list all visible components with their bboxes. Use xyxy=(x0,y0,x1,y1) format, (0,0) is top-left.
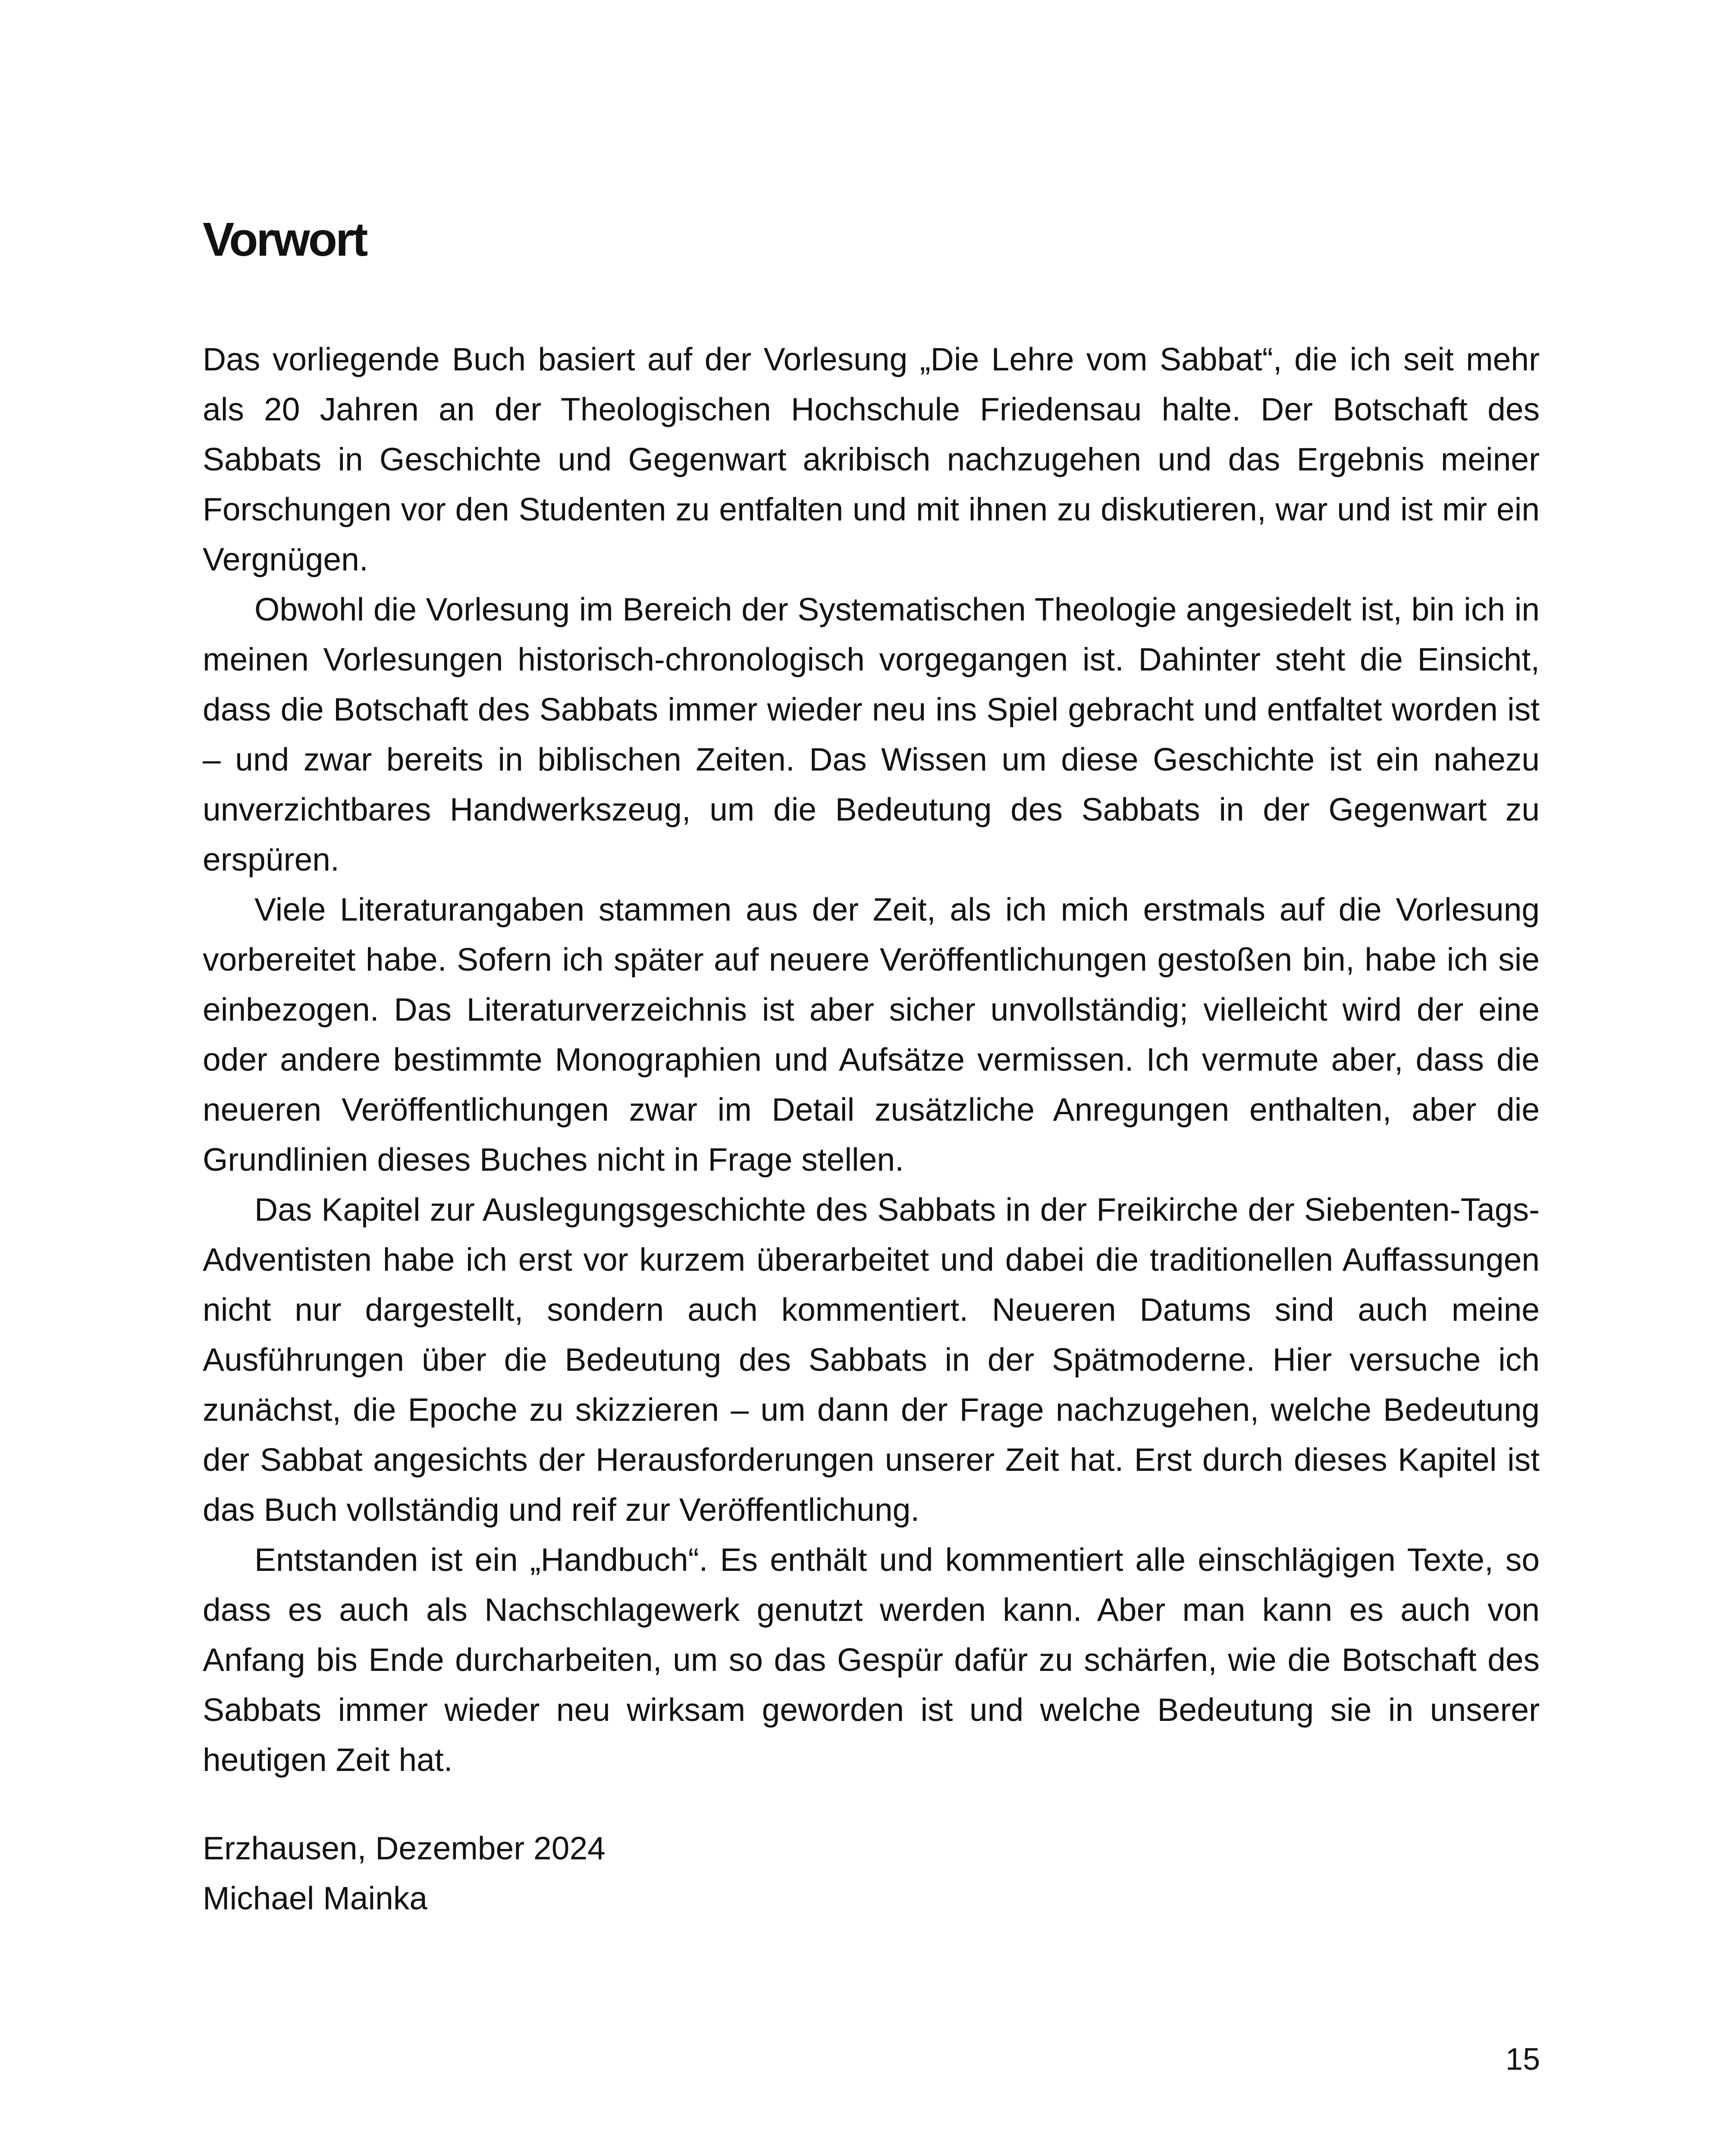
paragraph-1: Das vorliegende Buch basiert auf der Vorlesung „Die Lehre vom Sabbat“, die ich seit mehr als 20 Jahren an der Theologischen Hochschule Friedensau halte. Der Botschaft des Sabbats in Geschichte und Gegenwart akribisch nachzugehen und das Ergebnis meiner Forschungen vor den Studenten zu entfalten und mit ihnen zu diskutieren, war und ist mir ein Vergnügen. xyxy=(203,341,1540,577)
paragraph-2: Obwohl die Vorlesung im Bereich der Systematischen Theologie angesiedelt ist, bin ich in meinen Vorlesungen historisch-chronologisch vorgegangen ist. Dahinter steht die Einsicht, dass die Botschaft des Sabbats immer wieder neu ins Spiel gebracht und entfaltet worden ist – und zwar bereits in biblischen Zeiten. Das Wissen um diese Geschichte ist ein nahezu unverzichtbares Handwerkszeug, um die Bedeutung des Sabbats in der Gegenwart zu erspüren. xyxy=(203,591,1540,877)
place-date: Erzhausen, Dezember 2024 xyxy=(203,1830,606,1866)
author-name: Michael Mainka xyxy=(203,1880,428,1916)
paragraph-3: Viele Literaturangaben stammen aus der Zeit, als ich mich erstmals auf die Vorlesung vorbereitet habe. Sofern ich später auf neuere Veröffentlichungen gestoßen bin, habe ich sie einbezogen. Das Literaturverzeichnis ist aber sicher unvollständig; vielleicht wird der eine oder andere bestimmte Monographien und Aufsätze vermissen. Ich vermute aber, dass die neueren Veröffentlichungen zwar im Detail zusätzliche Anregungen enthalten, aber die Grundlinien dieses Buches nicht in Frage stellen. xyxy=(203,891,1540,1178)
paragraph-4: Das Kapitel zur Auslegungsgeschichte des Sabbats in der Freikirche der Siebenten-Tags-Adventisten habe ich erst vor kurzem überarbeitet und dabei die traditionellen Auffassungen nicht nur dargestellt, sondern auch kommentiert. Neueren Datums sind auch meine Ausführungen über die Bedeutung des Sabbats in der Spätmoderne. Hier versuche ich zunächst, die Epoche zu skizzieren – um dann der Frage nachzugehen, welche Bedeutung der Sabbat angesichts der Herausforderungen unserer Zeit hat. Erst durch dieses Kapitel ist das Buch vollständig und reif zur Veröffentlichung. xyxy=(203,1191,1540,1528)
signature-block xyxy=(203,1823,606,1923)
body-text xyxy=(203,334,1540,1785)
page-title: Vorwort xyxy=(203,213,367,266)
page-number: 15 xyxy=(1505,2042,1540,2077)
paragraph-5: Entstanden ist ein „Handbuch“. Es enthält und kommentiert alle einschlägigen Texte, so dass es auch als Nachschlagewerk genutzt werden kann. Aber man kann es auch von Anfang bis Ende durcharbeiten, um so das Gespür dafür zu schärfen, wie die Botschaft des Sabbats immer wieder neu wirksam geworden ist und welche Bedeutung sie in unserer heutigen Zeit hat. xyxy=(203,1542,1540,1778)
